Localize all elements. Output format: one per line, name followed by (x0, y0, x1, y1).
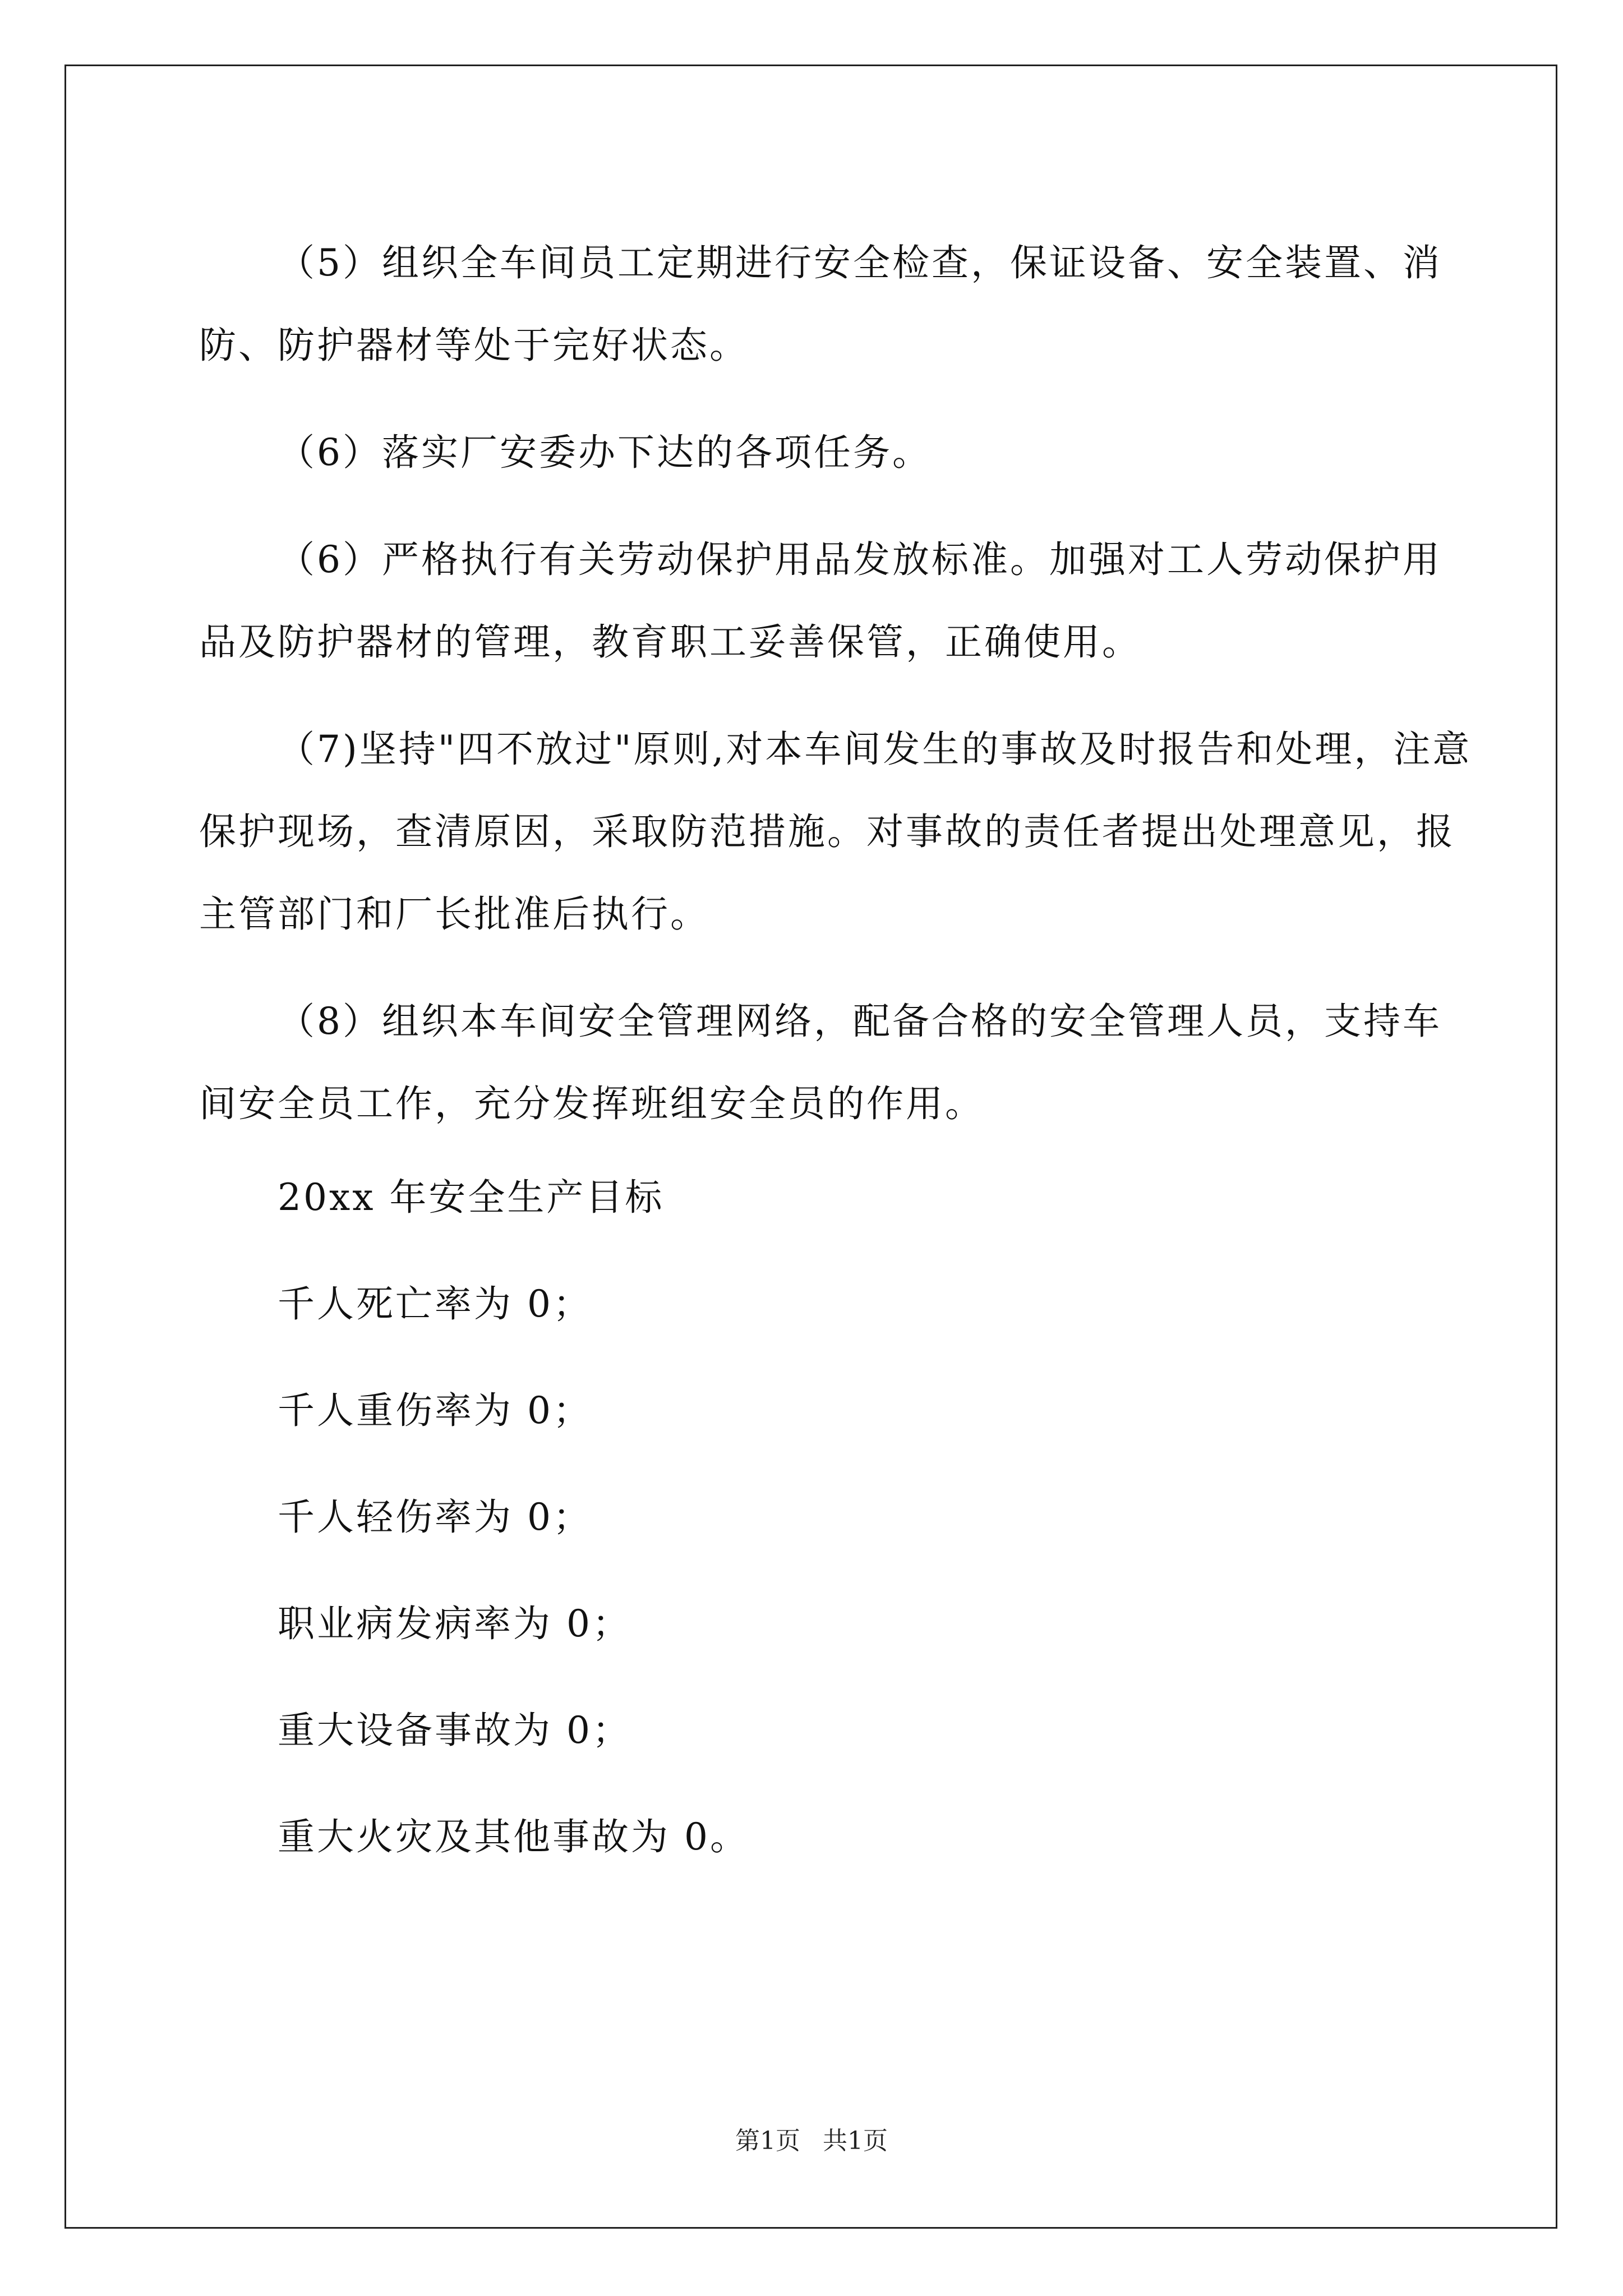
goals-title: 20xx 年安全生产目标 (278, 1176, 665, 1219)
paragraph-5: （5）组织全车间员工定期进行安全检查，保证设备、安全装置、消防、防护器材等处于完好状态。 (199, 241, 1442, 367)
page-total: 共1页 (823, 2127, 888, 2155)
page-footer (0, 2120, 1623, 2156)
paragraph-8: （8）组织本车间安全管理网络，配备合格的安全管理人员，支持车间安全员工作，充分发挥班组安全员的作用。 (199, 1000, 1442, 1125)
paragraph-6b: （6）严格执行有关劳动保护用品发放标准。加强对工人劳动保护用品及防护器材的管理，教育职工妥善保管，正确使用。 (199, 538, 1442, 664)
goal-item: 千人轻伤率为 0； (278, 1496, 592, 1539)
goal-item: 千人死亡率为 0； (278, 1282, 592, 1326)
paragraph-7: （7)坚持"四不放过"原则,对本车间发生的事故及时报告和处理，注意保护现场，查清原因，采取防范措施。对事故的责任者提出处理意见，报主管部门和厂长批准后执行。 (199, 728, 1472, 936)
document-body (199, 222, 1478, 1916)
goal-item: 职业病发病率为 0； (278, 1602, 631, 1645)
paragraph-6a: （6）落实厂安委办下达的各项任务。 (278, 431, 932, 474)
goal-item: 重大火灾及其他事故为 0。 (278, 1815, 749, 1858)
goal-item: 重大设备事故为 0； (278, 1709, 631, 1752)
goal-item: 千人重伤率为 0； (278, 1389, 592, 1432)
page-number: 第1页 (735, 2127, 800, 2155)
